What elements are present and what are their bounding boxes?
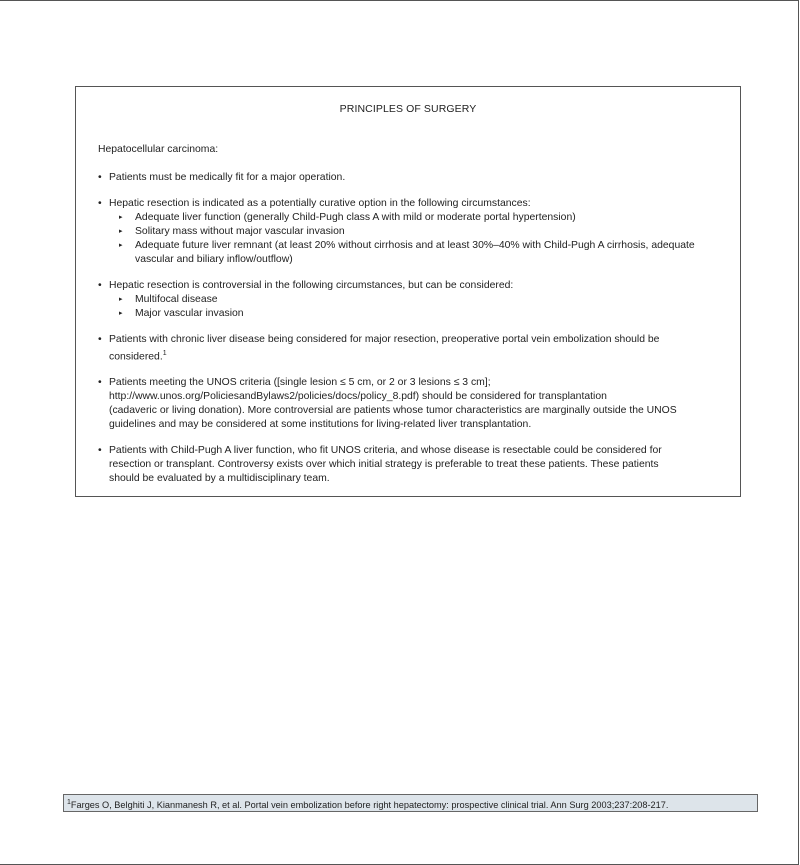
bullet-text-line	[109, 390, 730, 404]
sub-item	[109, 307, 730, 321]
bullet-text-line	[109, 418, 730, 432]
bullet-text: http://www.unos.org/PoliciesandBylaws2/policies/docs/policy_8.pdf) should be considered for transplantation	[109, 391, 607, 403]
sub-item	[109, 239, 730, 267]
arrow-icon: ▸	[119, 242, 123, 249]
bullet-list	[98, 171, 730, 486]
bullet-text: (cadaveric or living donation). More controversial are patients whose tumor characteristics are marginally outside the UNOS	[109, 405, 677, 417]
bullet-icon: •	[98, 334, 102, 345]
arrow-icon: ▸	[119, 310, 123, 317]
footnote-reference: 1	[162, 350, 167, 357]
bullet-icon: •	[98, 377, 102, 389]
bullet-text: Patients must be medically fit for a major operation.	[109, 172, 346, 183]
bullet-text: resection or transplant. Controversy exists over which initial strategy is preferable to treat these patients. These patients	[109, 459, 659, 471]
sub-item-text: Multifocal disease	[135, 294, 218, 305]
bullet-icon: •	[98, 198, 102, 209]
bullet-text-line	[109, 197, 730, 211]
bullet-item	[98, 171, 730, 185]
bullet-text: considered.	[109, 351, 163, 363]
bullet-item	[98, 376, 730, 432]
intro-text: Hepatocellular carcinoma:	[98, 144, 219, 155]
bullet-item	[98, 444, 730, 486]
bullet-text: Hepatic resection is controversial in the following circumstances, but can be considered:	[109, 280, 514, 291]
bullet-icon: •	[98, 172, 102, 183]
sub-item	[109, 293, 730, 307]
footnote-marker: 1	[67, 799, 71, 806]
bullet-item	[98, 197, 730, 267]
content	[98, 143, 730, 498]
sub-item-text: Adequate future liver remnant (at least 20% without cirrhosis and at least 30%–40% with Child-Pugh A cirrhosis, adequate	[135, 240, 695, 251]
bullet-text: Patients with Child-Pugh A liver function, who fit UNOS criteria, and whose disease is resectable could be considered for	[109, 445, 662, 457]
arrow-icon: ▸	[119, 228, 123, 235]
arrow-icon: ▸	[119, 296, 123, 303]
bullet-text: Hepatic resection is indicated as a potentially curative option in the following circumstances:	[109, 198, 531, 209]
bullet-text-line	[109, 333, 730, 347]
bullet-text: should be evaluated by a multidisciplinary team.	[109, 473, 330, 485]
footnote-text: Farges O, Belghiti J, Kianmanesh R, et al. Portal vein embolization before right hepatectomy: prospective clinical trial. Ann Surg 2003;237:208-217.	[70, 800, 669, 811]
bullet-item	[98, 333, 730, 364]
bullet-item	[98, 279, 730, 321]
bullet-text: guidelines and may be considered at some institutions for living-related liver transplantation.	[109, 419, 532, 431]
bullet-text-line	[109, 458, 730, 472]
footnote	[63, 794, 758, 812]
bullet-text-line	[109, 347, 730, 364]
sub-item-text: Solitary mass without major vascular invasion	[135, 226, 345, 237]
bullet-text-line	[109, 404, 730, 418]
principles-box	[75, 86, 741, 497]
bullet-text-line	[109, 376, 730, 390]
bullet-icon: •	[98, 280, 102, 291]
bullet-text-line	[109, 472, 730, 486]
sub-item	[109, 211, 730, 225]
bullet-icon: •	[98, 445, 102, 457]
page-title: PRINCIPLES OF SURGERY	[339, 103, 477, 115]
bullet-text-line	[109, 444, 730, 458]
sub-item	[109, 225, 730, 239]
sub-item-text: Adequate liver function (generally Child-Pugh class A with mild or moderate portal hypertension)	[135, 212, 576, 223]
bullet-text-line	[109, 171, 730, 185]
sub-item-text: vascular and biliary inflow/outflow)	[135, 254, 293, 265]
bullet-text: Patients with chronic liver disease being considered for major resection, preoperative portal vein embolization should be	[109, 334, 660, 345]
bullet-text: Patients meeting the UNOS criteria ([single lesion ≤ 5 cm, or 2 or 3 lesions ≤ 3 cm];	[109, 377, 491, 389]
arrow-icon: ▸	[119, 214, 123, 221]
sub-item-text: Major vascular invasion	[135, 308, 244, 319]
bullet-text-line	[109, 279, 730, 293]
